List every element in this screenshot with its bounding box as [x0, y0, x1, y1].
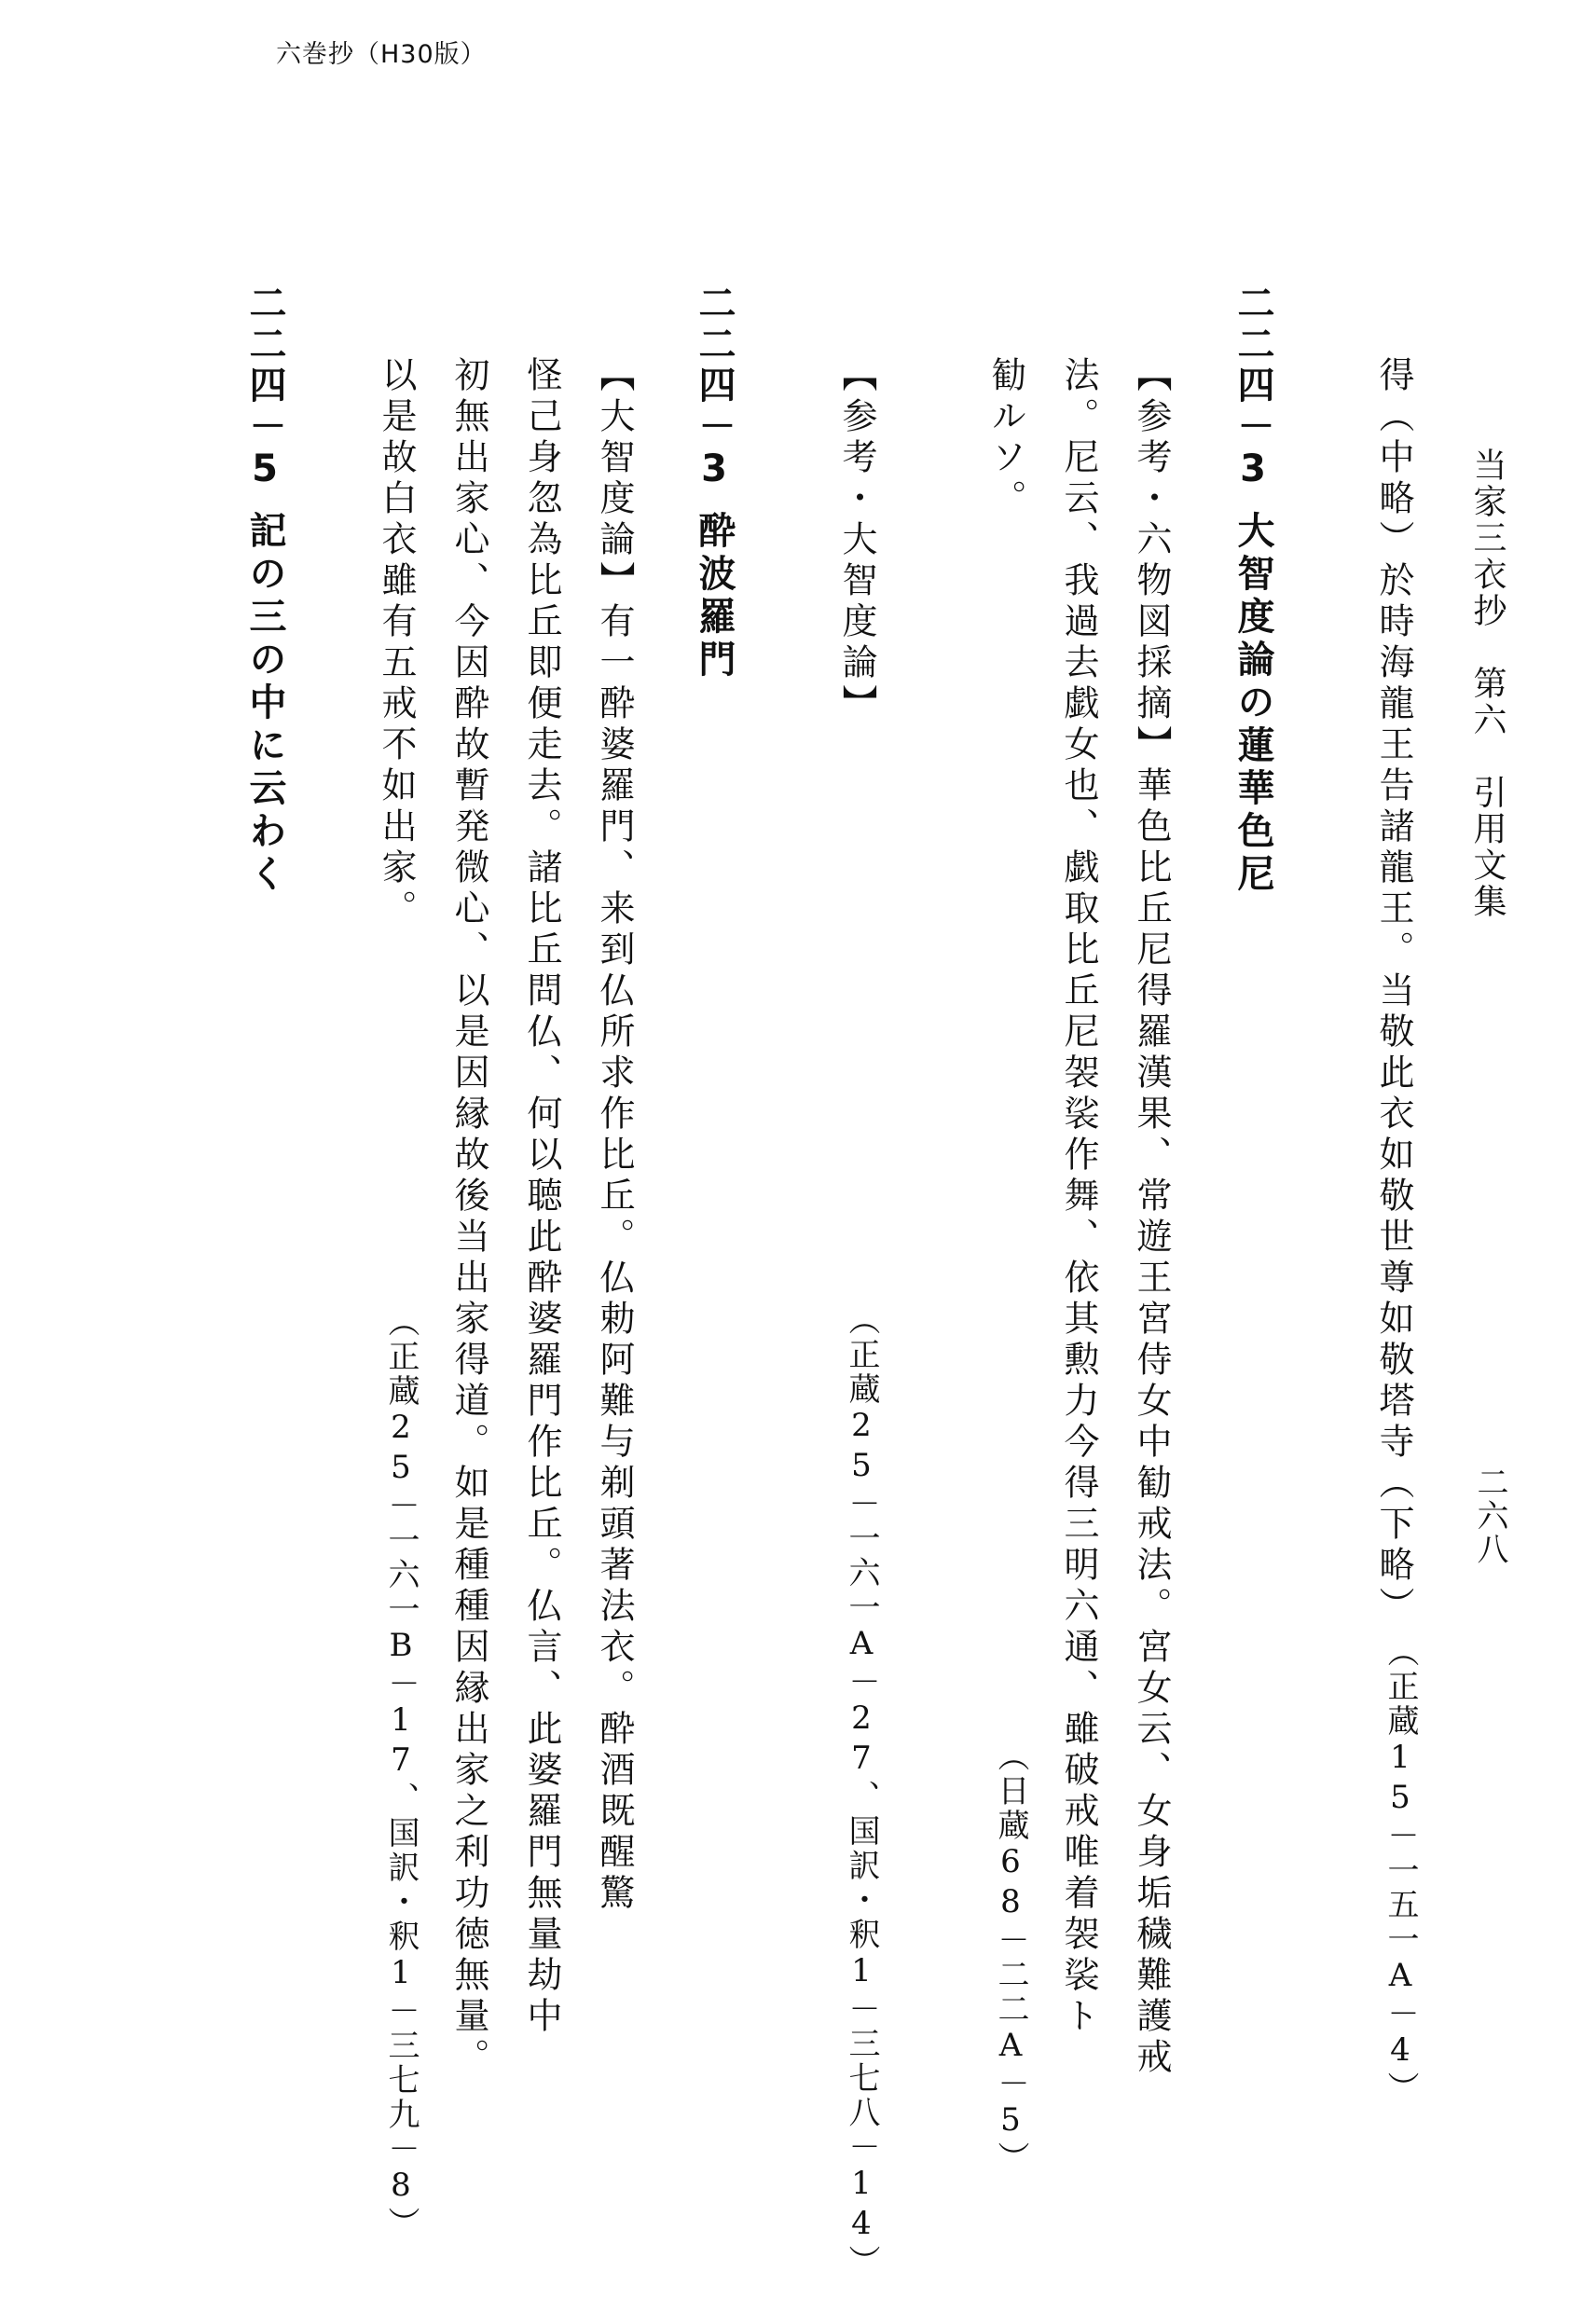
body-column: 法。尼云、我過去戯女也、戯取比丘尼袈裟作舞、依其勲力今得三明六通、雖破戒唯着袈裟ト: [1058, 356, 1099, 2038]
running-head: 当家三衣抄 第六 引用文集: [1468, 447, 1507, 920]
section-title: 記の三の中に云わく: [243, 511, 286, 897]
citation: （正蔵25－一六一B－17、国訳・釈1－三七九－8）: [382, 1305, 420, 2241]
section-number: 二二四－5: [243, 283, 286, 494]
citation: （正蔵25－一六一A－27、国訳・釈1－三七八－14）: [843, 1303, 880, 2279]
section-title: 酔波羅門: [693, 511, 736, 682]
section-number: 二二四－3: [693, 283, 736, 494]
body-column: 【参考・六物図採摘】華色比丘尼得羅漢果、常遊王宮侍女中勧戒法。宮女云、女身垢穢難護戒: [1131, 356, 1172, 2079]
body-column: [1373, 356, 1414, 1628]
reference-label: 【参考・大智度論】: [836, 356, 877, 725]
citation: （正蔵15－一五一A－4）: [1382, 1635, 1419, 2106]
page-number: 二六八: [1471, 1466, 1508, 1566]
body-column: 初無出家心、今因酔故暫発微心、以是因縁故後当出家得道。如是種種因縁出家之利功徳無量。: [448, 356, 489, 2079]
citation: （日蔵68－二二A－5）: [992, 1740, 1029, 2176]
section-number: 二二四－3: [1231, 283, 1274, 494]
body-column: 以是故白衣雖有五戒不如出家。: [376, 356, 417, 930]
book-label: 六巻抄（H30版）: [276, 40, 487, 69]
body-column: 勧ルソ。: [985, 356, 1026, 520]
body-column: 怪己身忽為比丘即便走去。諸比丘問仏、何以聴此酔婆羅門作比丘。仏言、此婆羅門無量劫中: [521, 356, 562, 2038]
section-title: 大智度論の蓮華色尼: [1231, 511, 1274, 897]
body-text: 得（中略）於時海龍王告諸龍王。当敬此衣如敬世尊如敬塔寺（下略）: [1373, 356, 1414, 1628]
body-column: 【大智度論】有一酔婆羅門、来到仏所求作比丘。仏勅阿難与剃頭著法衣。酔酒既醒驚: [594, 356, 635, 1915]
